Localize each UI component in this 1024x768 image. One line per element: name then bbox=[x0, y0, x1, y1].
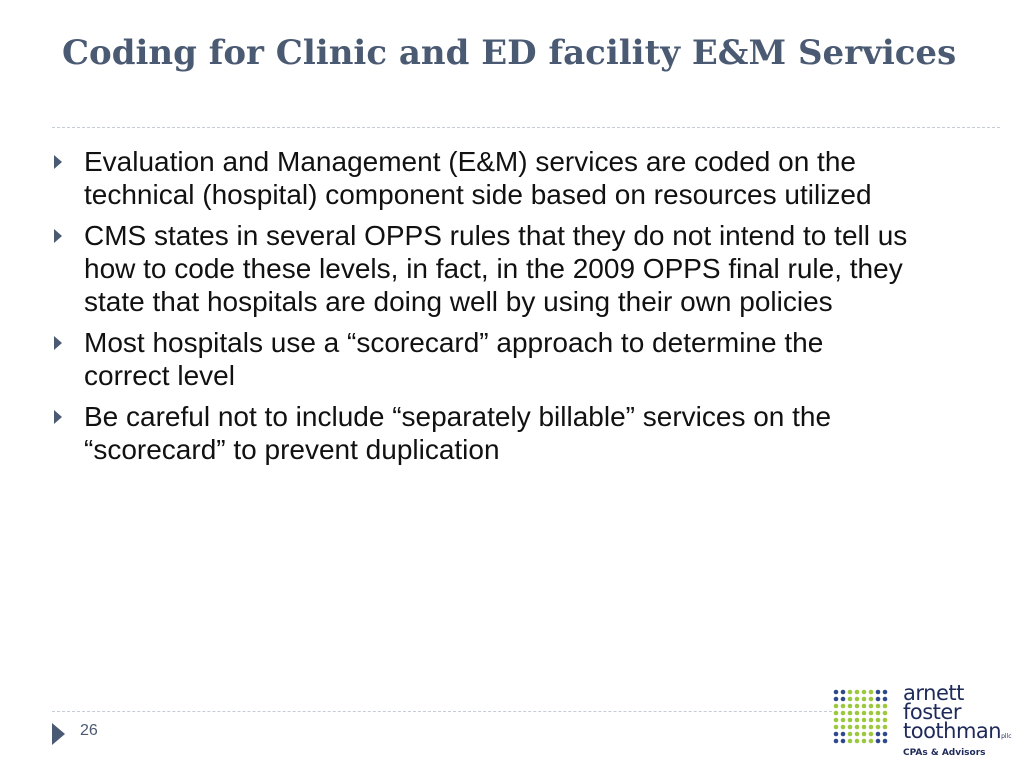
logo-dot bbox=[862, 697, 867, 702]
logo-dot bbox=[841, 718, 846, 723]
bullet-list bbox=[52, 145, 912, 474]
triangle-bullet-icon bbox=[54, 410, 62, 424]
logo-dot bbox=[848, 732, 853, 737]
logo-dot bbox=[834, 739, 839, 744]
logo-dot bbox=[834, 711, 839, 716]
logo-dot bbox=[834, 732, 839, 737]
page-number: 26 bbox=[80, 722, 98, 739]
logo-dot bbox=[876, 697, 881, 702]
logo-dot bbox=[841, 697, 846, 702]
logo-dot bbox=[869, 718, 874, 723]
logo-dot bbox=[848, 739, 853, 744]
logo-dot bbox=[876, 739, 881, 744]
logo-dot bbox=[883, 697, 888, 702]
logo-dot bbox=[883, 725, 888, 730]
logo-dot bbox=[883, 711, 888, 716]
logo-dot bbox=[841, 732, 846, 737]
logo-dot bbox=[834, 725, 839, 730]
logo-dot bbox=[841, 711, 846, 716]
logo-dot bbox=[869, 697, 874, 702]
logo-dot bbox=[855, 732, 860, 737]
logo-tagline: CPAs & Advisors bbox=[903, 748, 986, 758]
logo-dot bbox=[855, 704, 860, 709]
logo-dot bbox=[834, 704, 839, 709]
footer-divider bbox=[52, 711, 832, 712]
logo-dot bbox=[869, 739, 874, 744]
logo-dot bbox=[862, 718, 867, 723]
logo-word-arnett: arnett bbox=[903, 681, 964, 705]
bullet-item bbox=[52, 145, 912, 211]
logo-dot bbox=[876, 704, 881, 709]
logo-dot bbox=[834, 718, 839, 723]
logo-dot bbox=[876, 732, 881, 737]
logo-dot bbox=[841, 725, 846, 730]
bullet-item bbox=[52, 219, 912, 318]
logo-dot bbox=[855, 711, 860, 716]
logo-dot bbox=[848, 690, 853, 695]
logo-dot bbox=[855, 725, 860, 730]
logo-dot bbox=[883, 704, 888, 709]
logo-dot bbox=[876, 725, 881, 730]
logo-dot bbox=[841, 690, 846, 695]
logo-dot bbox=[876, 718, 881, 723]
logo-dot bbox=[883, 690, 888, 695]
bullet-text: Be careful not to include “separately billable” services on the “scorecard” to prevent duplication bbox=[84, 401, 832, 465]
bullet-item bbox=[52, 326, 912, 392]
triangle-right-icon bbox=[52, 723, 65, 745]
logo-dot bbox=[862, 739, 867, 744]
logo-dot bbox=[848, 718, 853, 723]
logo-dot bbox=[848, 704, 853, 709]
logo-dot bbox=[876, 711, 881, 716]
logo-dot bbox=[841, 739, 846, 744]
logo-dot bbox=[848, 711, 853, 716]
logo-dot bbox=[862, 711, 867, 716]
logo-dot bbox=[869, 690, 874, 695]
triangle-bullet-icon bbox=[54, 155, 62, 169]
logo-dot bbox=[855, 718, 860, 723]
logo-dot bbox=[862, 725, 867, 730]
logo-dot bbox=[855, 697, 860, 702]
bullet-text: Evaluation and Management (E&M) services are coded on the technical (hospital) component side based on resources utilized bbox=[84, 146, 872, 210]
logo-dot bbox=[883, 732, 888, 737]
bullet-text: CMS states in several OPPS rules that they do not intend to tell us how to code these levels, in fact, in the 2009 OPPS final rule, they state that hospitals are doing well by using their own policies bbox=[84, 220, 908, 317]
logo-word-toothman: toothmanpllc bbox=[903, 719, 1012, 743]
logo-dot bbox=[848, 697, 853, 702]
logo-dot bbox=[876, 690, 881, 695]
logo-suffix: pllc bbox=[1001, 733, 1012, 740]
logo-dot bbox=[883, 739, 888, 744]
logo-dot bbox=[855, 739, 860, 744]
title-divider bbox=[52, 127, 1000, 128]
logo-dot bbox=[862, 732, 867, 737]
logo-dot bbox=[848, 725, 853, 730]
triangle-bullet-icon bbox=[54, 336, 62, 350]
bullet-item bbox=[52, 400, 912, 466]
logo-dot bbox=[869, 704, 874, 709]
logo-dot bbox=[834, 690, 839, 695]
company-logo-text bbox=[903, 681, 1021, 759]
logo-dot bbox=[869, 725, 874, 730]
logo-dot bbox=[869, 711, 874, 716]
logo-dot bbox=[841, 704, 846, 709]
bullet-text: Most hospitals use a “scorecard” approach to determine the correct level bbox=[84, 327, 824, 391]
slide-title: Coding for Clinic and ED facility E&M Services bbox=[62, 33, 957, 73]
logo-dot bbox=[862, 704, 867, 709]
company-logo-icon bbox=[832, 686, 890, 748]
logo-dot bbox=[855, 690, 860, 695]
logo-dot bbox=[862, 690, 867, 695]
logo-dot bbox=[834, 697, 839, 702]
logo-word-foster: foster bbox=[903, 700, 961, 724]
logo-dot bbox=[883, 718, 888, 723]
logo-dot bbox=[869, 732, 874, 737]
triangle-bullet-icon bbox=[54, 229, 62, 243]
